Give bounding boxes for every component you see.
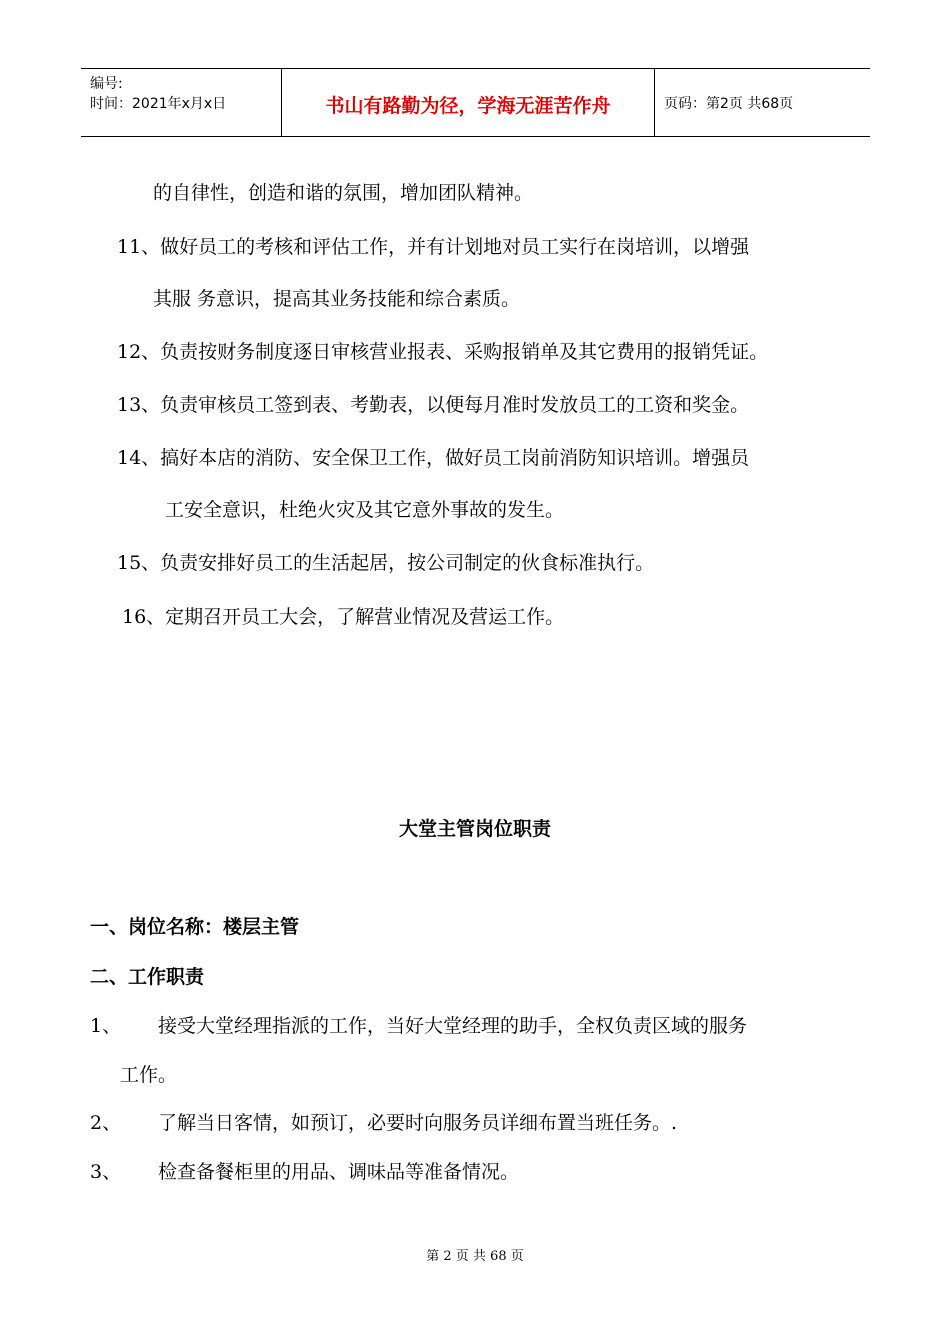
page-footer: 第 2 页 共 68 页 [426, 1249, 524, 1264]
body-line: 其服 务意识，提高其业务技能和综合素质。 [153, 288, 521, 310]
duty-item-text: 了解当日客情，如预订，必要时向服务员详细布置当班任务。. [158, 1112, 678, 1134]
header-page-info: 页码：第2页 共68页 [664, 96, 794, 112]
duty-item-text: 检查备餐柜里的用品、调味品等准备情况。 [158, 1161, 520, 1183]
body-line: 工安全意识，杜绝火灾及其它意外事故的发生。 [165, 499, 565, 521]
duty-item-number: 2、 [90, 1112, 122, 1134]
header-page-cell [655, 69, 870, 136]
section-heading-position: 一、岗位名称：楼层主管 [90, 916, 300, 938]
body-line: 13、负责审核员工签到表、考勤表，以便每月准时发放员工的工资和奖金。 [117, 394, 750, 416]
duty-item-number: 3、 [90, 1161, 122, 1183]
duty-item-text: 接受大堂经理指派的工作，当好大堂经理的助手，全权负责区域的服务 [158, 1015, 748, 1037]
document-date-label: 时间：2021年x月x日 [90, 96, 227, 112]
body-line: 12、负责按财务制度逐日审核营业报表、采购报销单及其它费用的报销凭证。 [117, 341, 769, 363]
body-line: 14、搞好本店的消防、安全保卫工作，做好员工岗前消防知识培训。增强员 [117, 447, 750, 469]
duty-item-number: 1、 [90, 1015, 122, 1037]
document-number-label: 编号: [90, 76, 123, 92]
body-line: 15、负责安排好员工的生活起居，按公司制定的伙食标准执行。 [117, 552, 655, 574]
document-header [81, 68, 870, 137]
section-heading-duties: 二、工作职责 [90, 966, 205, 988]
header-motto: 书山有路勤为径，学海无涯苦作舟 [325, 95, 611, 117]
body-line: 的自律性，创造和谐的氛围，增加团队精神。 [153, 182, 534, 204]
header-meta-cell [81, 69, 282, 136]
body-line: 11、做好员工的考核和评估工作，并有计划地对员工实行在岗培训，以增强 [117, 236, 750, 258]
duty-item-continuation: 工作。 [120, 1064, 178, 1086]
section-title: 大堂主管岗位职责 [398, 818, 551, 840]
body-line: 16、定期召开员工大会，了解营业情况及营运工作。 [122, 606, 565, 628]
header-motto-cell [282, 69, 655, 136]
